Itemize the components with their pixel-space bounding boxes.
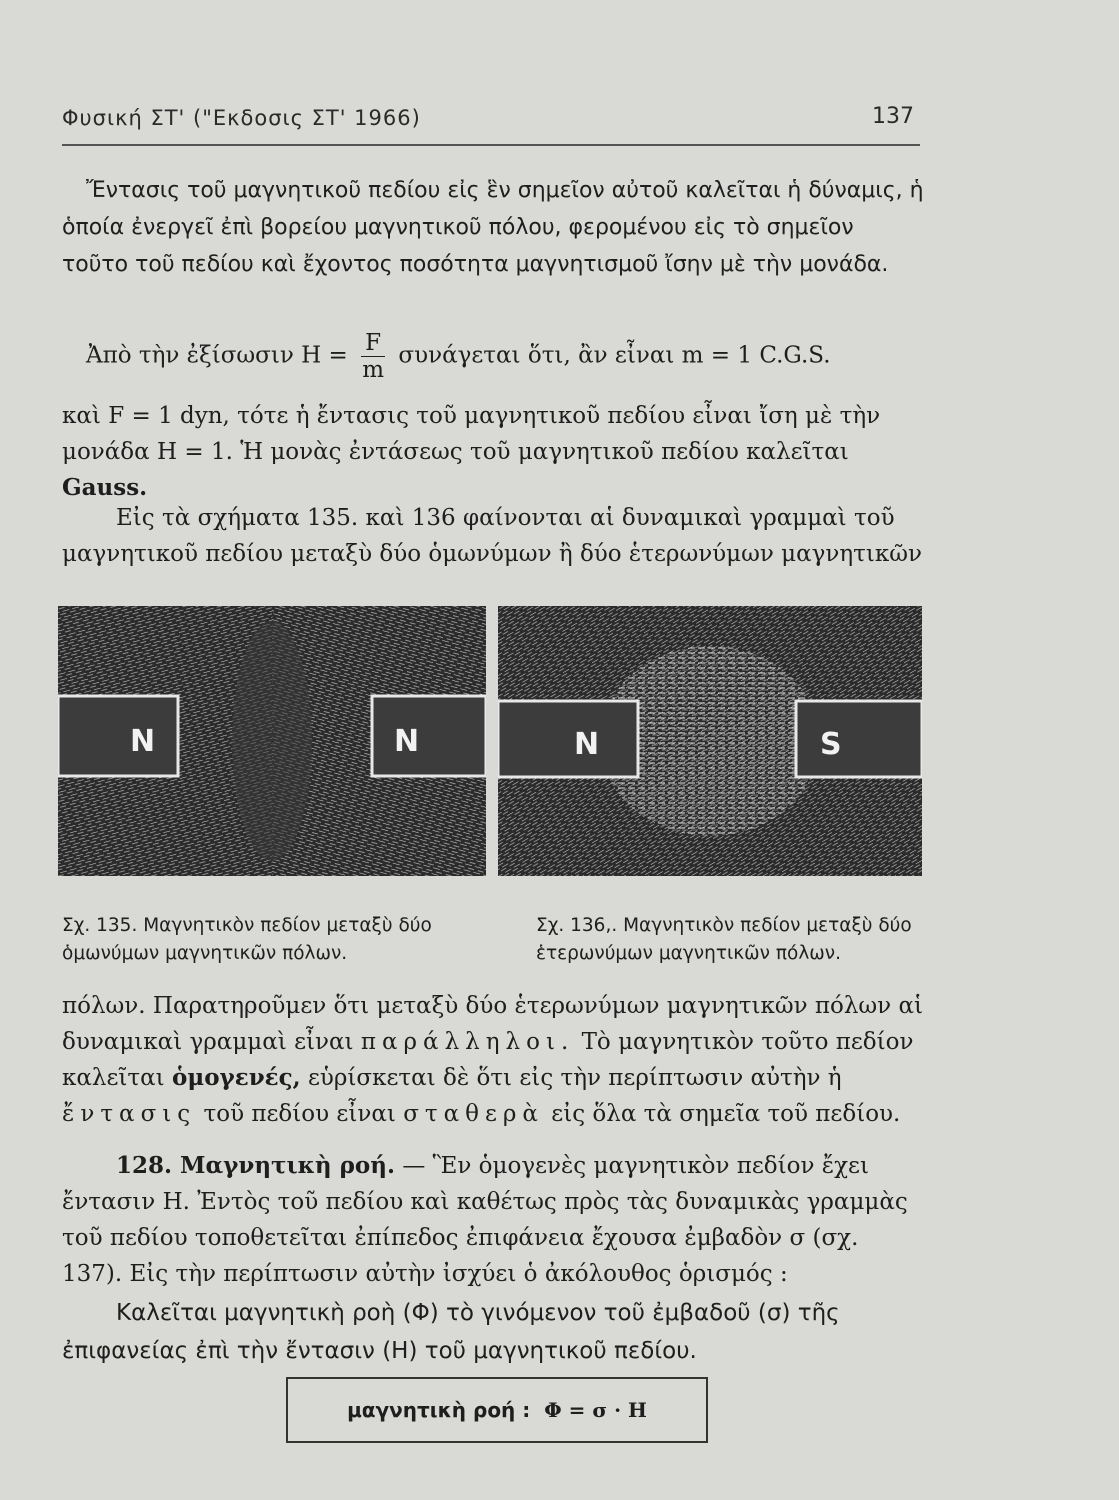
- equation-before: Ἀπὸ τὴν ἐξίσωσιν H =: [86, 342, 348, 369]
- fraction-denominator: m: [362, 357, 385, 383]
- pole-label-right: N: [394, 724, 420, 759]
- pole-label-left: N: [130, 724, 156, 759]
- paragraph4-part-d: τοῦ πεδίου εἶναι: [203, 1101, 396, 1127]
- spaced-word-intensity: ἔντασις: [62, 1101, 197, 1127]
- spaced-word-constant: σταθερὰ: [403, 1101, 544, 1127]
- equation-line: [86, 330, 831, 383]
- pole-label-right: S: [820, 727, 842, 762]
- paragraph-gauss-text: καὶ F = 1 dyn, τότε ἡ ἔντασις τοῦ μαγνητικοῦ πεδίου εἶναι ἴση μὲ τὴν μονάδα H = 1. Ἡ μονὰς ἐντάσεως τοῦ μαγνητικοῦ πεδίου καλεῖται: [62, 403, 881, 465]
- paragraph4-part-e: εἰς ὅλα τὰ σημεῖα τοῦ πεδίου.: [551, 1101, 901, 1127]
- section-128-text: — Ἓν ὁμογενὲς μαγνητικὸν πεδίον ἔχει ἔντασιν H. Ἐντὸς τοῦ πεδίου καὶ καθέτως πρὸς τὰς δυναμικὰς γραμμὰς τοῦ πεδίου τοποθετεῖται ἐπίπεδος ἐπιφάνεια ἔχουσα ἐμβαδὸν σ (σχ. 137). Εἰς τὴν περίπτωσιν αὐτὴν ἰσχύει ὁ ἀκόλουθος ὁρισμός :: [62, 1153, 908, 1287]
- formula-label: μαγνητικὴ ροή :: [347, 1398, 531, 1422]
- figure-136-photo: [498, 606, 922, 876]
- running-header: Φυσική ΣΤ' ("Εκδοσις ΣΤ' 1966): [62, 106, 421, 130]
- caption-figure-135: Σχ. 135. Μαγνητικὸν πεδίον μεταξὺ δύο ὁμωνύμων μαγνητικῶν πόλων.: [62, 915, 432, 964]
- figures-row: [58, 606, 922, 876]
- section-128-heading: 128. Μαγνητικὴ ροή.: [116, 1152, 395, 1179]
- paragraph-definition-intensity: Ἔντασις τοῦ μαγνητικοῦ πεδίου εἰς ἓν σημεῖον αὐτοῦ καλεῖται ἡ δύναμις, ἡ ὁποία ἐνεργεῖ ἐπὶ βορείου μαγνητικοῦ πόλου, φερομένου εἰς τὸ σημεῖον τοῦτο τοῦ πεδίου καὶ ἔχοντος ποσότητα μαγνητισμοῦ ἴσην μὲ τὴν μονάδα.: [62, 178, 924, 277]
- definition-magnetic-flux: Καλεῖται μαγνητικὴ ροὴ (Φ) τὸ γινόμενον τοῦ ἐμβαδοῦ (σ) τῆς ἐπιφανείας ἐπὶ τὴν ἔντασιν (H) τοῦ μαγνητικοῦ πεδίου.: [62, 1300, 840, 1364]
- figure-135-photo: [58, 606, 486, 876]
- section-128: [62, 1148, 924, 1292]
- bold-word-homogeneous: ὁμογενές,: [172, 1064, 301, 1091]
- paragraph-homogeneous-field: [62, 988, 924, 1132]
- header-rule: [62, 144, 920, 146]
- paragraph-gauss: [62, 398, 924, 506]
- paragraph4-part-a: πόλων. Παρατηροῦμεν ὅτι μεταξὺ δύο ἑτερωνύμων μαγνητικῶν πόλων αἱ δυναμικαὶ γραμμαὶ εἶναι: [62, 993, 924, 1055]
- pole-label-left: N: [574, 727, 600, 762]
- iron-filings-like-poles-image: [58, 606, 486, 876]
- caption-figure-136: Σχ. 136,. Μαγνητικὸν πεδίον μεταξὺ δύο ἑτερωνύμων μαγνητικῶν πόλων.: [536, 915, 912, 964]
- fraction-numerator: F: [361, 330, 385, 357]
- spaced-word-parallel: παράλληλοι.: [360, 1029, 575, 1055]
- page-number: 137: [872, 104, 914, 129]
- paragraph4-part-b: Τὸ μαγνητικὸν τοῦτο πεδίον καλεῖται: [62, 1029, 914, 1091]
- iron-filings-unlike-poles-image: [498, 606, 922, 876]
- formula-box: [286, 1377, 708, 1443]
- formula: Φ = σ · H: [544, 1398, 647, 1422]
- gauss-term: Gauss.: [62, 474, 148, 501]
- equation-after: συνάγεται ὅτι, ἂν εἶναι m = 1 C.G.S.: [398, 342, 831, 369]
- fraction: [361, 330, 385, 383]
- paragraph4-part-c: εὑρίσκεται δὲ ὅτι εἰς τὴν περίπτωσιν αὐτὴν ἡ: [307, 1065, 842, 1091]
- paragraph-figures-intro: Εἰς τὰ σχήματα 135. καὶ 136 φαίνονται αἱ δυναμικαὶ γραμμαὶ τοῦ μαγνητικοῦ πεδίου μεταξὺ δύο ὁμωνύμων ἢ δύο ἑτερωνύμων μαγνητικῶν: [62, 505, 922, 567]
